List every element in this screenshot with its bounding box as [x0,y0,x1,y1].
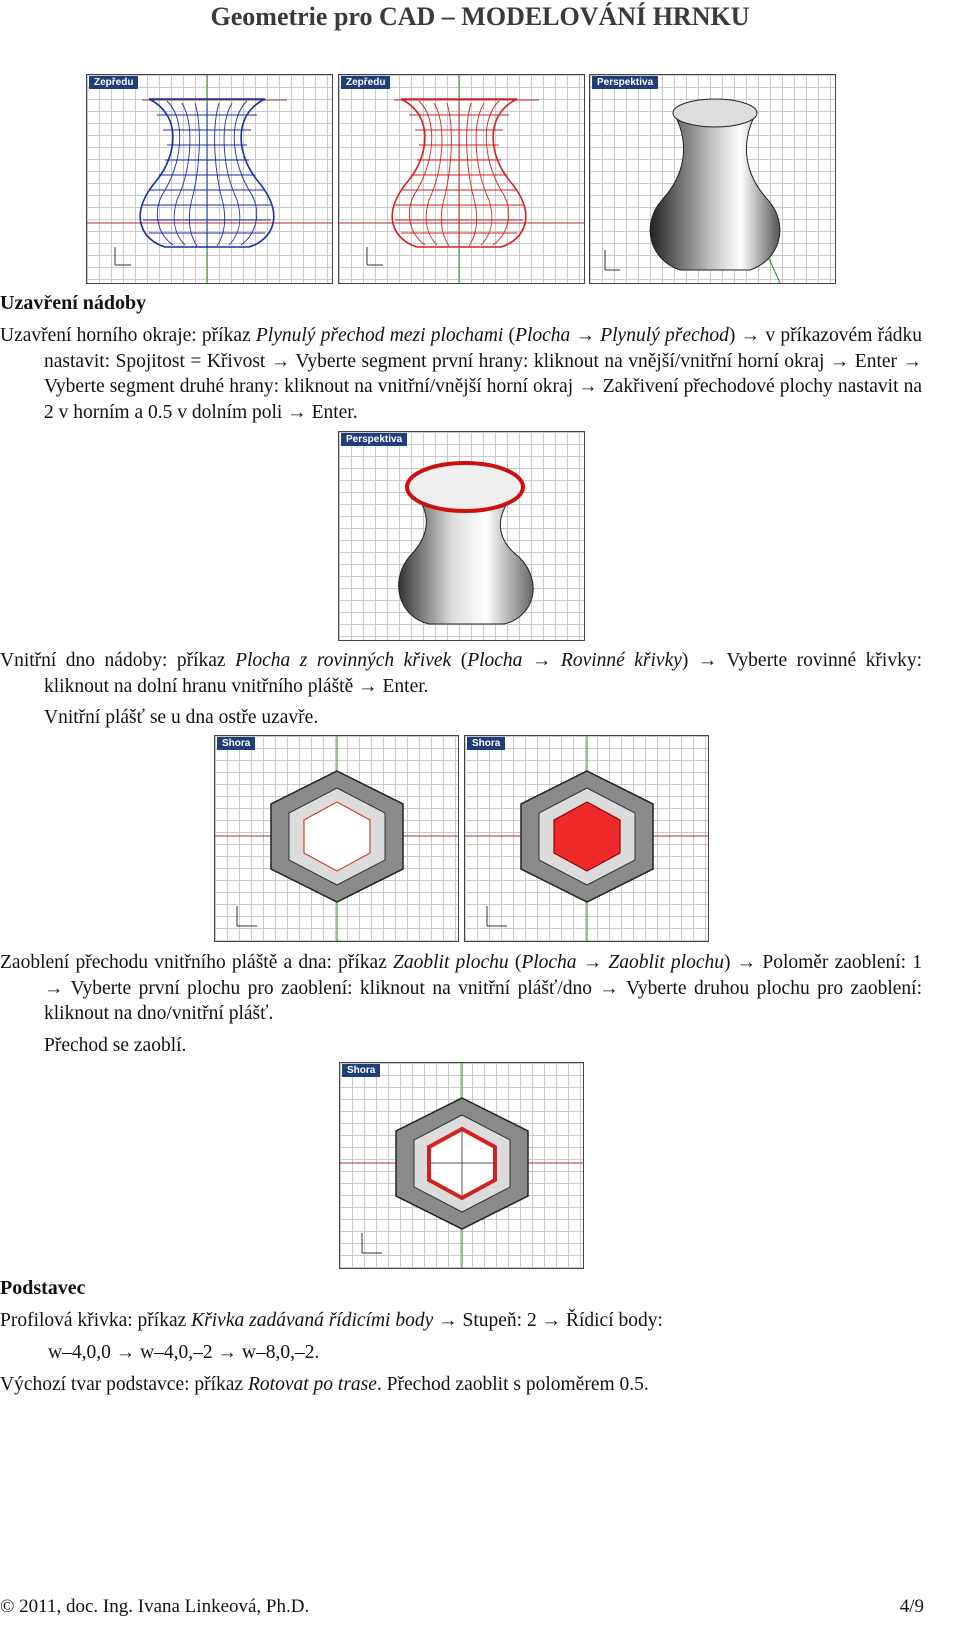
viewport-label: Perspektiva [592,76,658,89]
section-heading-closing: Uzavření nádoby [0,292,147,314]
paragraph-base-shape: Výchozí tvar podstavce: příkaz Rotovat po trase. Přechod zaoblit s poloměrem 0.5. [0,1374,649,1395]
note-fillet: Přechod se zaoblí. [44,1035,187,1056]
viewport-label: Zepředu [89,76,138,89]
footer-copyright: © 2011, doc. Ing. Ivana Linkeová, Ph.D. [0,1596,310,1617]
viewport-top-open [214,735,459,942]
viewport-front-red [338,74,585,284]
viewport-perspective-2 [338,431,585,641]
viewport-top-fillet [339,1062,584,1269]
paragraph-inner-bottom: Vnitřní dno nádoby: příkaz Plocha z rovinných křivek (Plocha → Rovinné křivky) → Vyberte rovinné křivky: kliknout na dolní hranu vnitřního pláště → Enter. [0,650,923,697]
viewport-front-blue [86,74,333,284]
viewport-label: Zepředu [341,76,390,89]
vase-wireframe-blue [87,75,332,283]
viewport-top-closed [464,735,709,942]
section-heading-base: Podstavec [0,1277,86,1299]
viewport-label: Shora [467,737,505,750]
page-number: 4/9 [899,1596,924,1617]
control-points: w–4,0,0 → w–4,0,–2 → w–8,0,–2. [48,1342,320,1363]
vase-top-view-open [215,736,458,941]
vase-closed-top-render [339,432,584,640]
vase-shaded-render [590,75,835,283]
paragraph-top-edge: Uzavření horního okraje: příkaz Plynulý přechod mezi plochami (Plocha → Plynulý přechod) → v příkazovém řádku nastavit: Spojitost = Křivost → Vyberte segment první hrany: kliknout na vnější/vnitřní horní okraj → Enter → Vyberte segment druhé hrany: kliknout na vnitřní/vnější horní okraj → Zakřivení přechodové plochy nastavit na 2 v horním a 0.5 v dolním poli → Enter. [0,325,922,423]
vase-top-view-bottom-filled [465,736,708,941]
viewport-label: Shora [342,1064,380,1077]
viewport-perspective-1 [589,74,836,284]
viewport-label: Perspektiva [341,433,407,446]
paragraph-profile-curve: Profilová křivka: příkaz Křivka zadávaná řídicími body → Stupeň: 2 → Řídicí body: [0,1310,663,1331]
viewport-label: Shora [217,737,255,750]
vase-wireframe-red [339,75,584,283]
vase-top-view-fillet [340,1063,583,1268]
page-title: Geometrie pro CAD – MODELOVÁNÍ HRNKU [210,2,750,31]
note-inner-closing: Vnitřní plášť se u dna ostře uzavře. [44,707,319,728]
paragraph-fillet: Zaoblení přechodu vnitřního pláště a dna: příkaz Zaoblit plochu (Plocha → Zaoblit plochu) → Poloměr zaoblení: 1 → Vyberte první plochu pro zaoblení: kliknout na vnitřní plášť/dno → Vyberte druhou plochu pro zaoblení: kliknout na dno/vnitřní plášť. [0,952,922,1024]
